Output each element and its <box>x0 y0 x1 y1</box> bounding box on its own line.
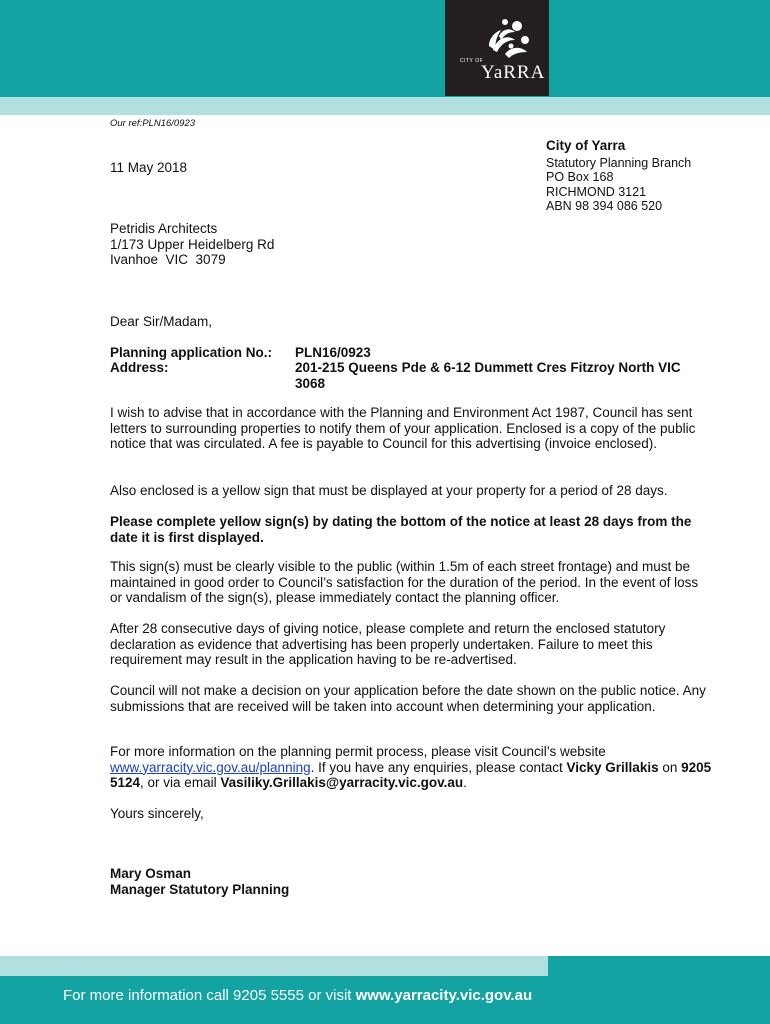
paragraph-sign-visibility: This sign(s) must be clearly visible to the public (within 1.5m of each street frontage) and must be maintained in good order to Council’s satisfaction for the duration of the period. In the event of loss or vandalism of the sign(s), please immediately contact the planning officer. <box>110 559 699 605</box>
paragraph-sign-instruction: Please complete yellow sign(s) by dating the bottom of the notice at least 28 days from the date it is first displayed. <box>110 514 692 545</box>
address-value: 201-215 Queens Pde & 6-12 Dummett Cres Fitzroy North VIC 3068 <box>295 360 681 391</box>
closing: Yours sincerely, <box>110 806 204 821</box>
more-info-end: . <box>463 775 467 790</box>
header-band <box>0 0 770 97</box>
footer-website-link[interactable]: www.yarracity.vic.gov.au <box>355 987 533 1004</box>
salutation: Dear Sir/Madam, <box>110 314 213 329</box>
sender-address <box>546 139 691 214</box>
city-of-yarra-logo <box>445 0 549 96</box>
recipient-address <box>110 221 274 268</box>
paragraph-more-information <box>110 744 712 791</box>
more-info-enquiries: . If you have any enquiries, please contact <box>310 759 567 775</box>
sender-suburb: RICHMOND 3121 <box>546 184 647 199</box>
recipient-name: Petridis Architects <box>110 221 218 236</box>
contact-email: Vasiliky.Grillakis@yarracity.vic.gov.au <box>220 775 464 790</box>
more-info-on: on <box>658 759 682 775</box>
planning-website-link[interactable]: www.yarracity.vic.gov.au/planning <box>110 759 311 775</box>
recipient-suburb: Ivanhoe VIC 3079 <box>110 252 226 267</box>
footer-stripe <box>0 956 548 976</box>
address-label: Address: <box>110 360 169 375</box>
paragraph-statutory-declaration: After 28 consecutive days of giving notice, please complete and return the enclosed statutory declaration as evidence that advertising has been properly undertaken. Failure to meet this requirement may result in the application having to be re-advertised. <box>110 621 666 667</box>
logo-small-text: CITY OF <box>460 58 484 64</box>
paragraph-yellow-sign: Also enclosed is a yellow sign that must be displayed at your property for a period of 28 days. <box>110 483 668 498</box>
letter-date: 11 May 2018 <box>110 160 188 175</box>
signature-block <box>110 866 289 897</box>
signatory-title: Manager Statutory Planning <box>110 881 290 897</box>
more-info-email-intro: , or via email <box>140 775 221 790</box>
signatory-name: Mary Osman <box>110 866 192 881</box>
footer-notch <box>548 956 770 976</box>
contact-name: Vicky Grillakis <box>566 759 659 775</box>
recipient-street: 1/173 Upper Heidelberg Rd <box>110 236 275 252</box>
header-stripe <box>0 97 770 115</box>
footer-text: For more information call 9205 5555 or visit <box>63 987 356 1004</box>
sender-po-box: PO Box 168 <box>546 170 614 184</box>
more-info-intro: For more information on the planning permit process, please visit Council’s website <box>110 744 606 759</box>
contact-phone: 9205 5124 <box>110 759 712 790</box>
application-label: Planning application No.: <box>110 345 272 360</box>
paragraph-decision: Council will not make a decision on your application before the date shown on the public notice. Any submissions that are received will be taken into account when determining your application. <box>110 683 706 714</box>
our-reference: Our ref:PLN16/0923 <box>110 118 196 129</box>
paragraph-notification: I wish to advise that in accordance with the Planning and Environment Act 1987, Council has sent letters to surrounding properties to notify them of your application. Enclosed is a copy of the public notice that was circulated. A fee is payable to Council for this advertising (invoice enclosed). <box>110 405 696 451</box>
sender-abn: ABN 98 394 086 520 <box>546 199 663 213</box>
footer-contact-text <box>63 987 532 1004</box>
application-value: PLN16/0923 <box>295 345 371 360</box>
sender-org: City of Yarra <box>546 138 626 153</box>
logo-name: YaRRA <box>481 62 546 83</box>
sender-branch: Statutory Planning Branch <box>546 155 692 170</box>
